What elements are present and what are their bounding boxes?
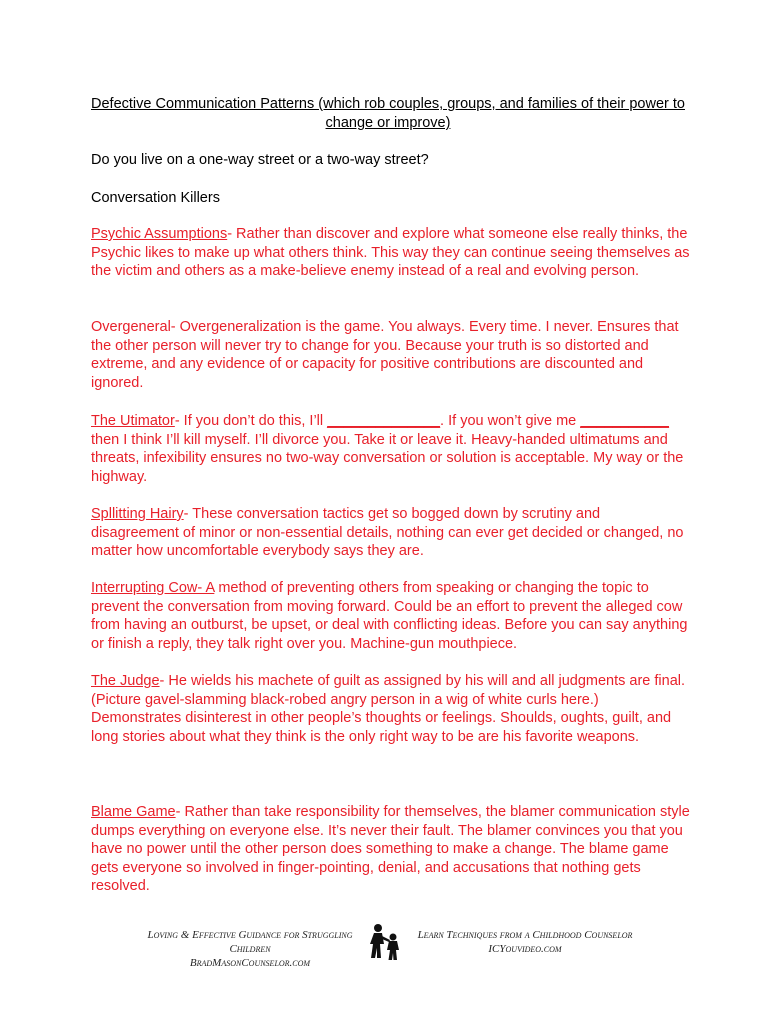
- term-psychic-assumptions: Psychic Assumptions: [91, 226, 228, 242]
- intro-question: Do you live on a one-way street or a two-way street?: [91, 152, 429, 168]
- blank-line-a: ______________: [327, 413, 441, 429]
- term-the-utimator: The Utimator: [91, 413, 175, 429]
- document-title: Defective Communication Patterns (which rob couples, groups, and families of their power to change or improve): [91, 96, 685, 131]
- section-blame-game: [91, 803, 691, 896]
- section-text-b: . If you won’t give me: [440, 413, 581, 429]
- footer-right-block: [405, 928, 645, 956]
- section-text-a: - If you don’t do this, I’ll: [174, 413, 328, 429]
- footer-left-website: BradMasonCounselor.com: [189, 957, 311, 969]
- term-the-judge: The Judge: [91, 673, 160, 689]
- section-text: - Rather than discover and explore what someone else really thinks, the Psychic likes to make up what others think. This way they can continue seeing themselves as the victim and others as a make-believe enemy instead of a real and evolving person.: [91, 226, 690, 280]
- section-text: - He wields his machete of guilt as assigned by his will and all judgments are final. (Picture gavel-slamming black-robed angry person in a wig of white curls here.) Demonstrates disinterest in other people’s thoughts or feelings. Shoulds, oughts, guilt, and long stories about what they think is the only right way to be are his favorite weapons.: [91, 673, 686, 745]
- section-text-c: then I think I’ll kill myself. I’ll divorce you. Take it or leave it. Heavy-handed ultimatums and threats, infexibility ensures no two-way conversation or solution is acceptable. My way or the highway.: [91, 431, 684, 485]
- section-text: method of preventing others from speaking or changing the topic to prevent the conversation from moving forward. Could be an effort to prevent the alleged cow from having an outburst, be upset, or deal with conflicting ideas. Before you can say anything or finish a reply, they talk right over you. Machine-gun mouthpiece.: [91, 580, 688, 652]
- two-figures-logo-icon: [366, 922, 404, 962]
- section-overgeneral: [91, 318, 691, 392]
- footer-left-tagline: Loving & Effective Guidance for Struggling Children: [147, 929, 353, 955]
- footer-left-block: [130, 928, 370, 970]
- section-text: - Rather than take responsibility for themselves, the blamer communication style dumps everything on everyone else. It’s never their fault. The blamer convinces you that you have no power until the other person does something to make a change. The blame game gets everyone so involved in finger-pointing, denial, and accusations that nothing gets resolved.: [91, 804, 690, 895]
- term-interrupting-cow: Interrupting Cow- A: [91, 580, 215, 596]
- section-the-utimator: [91, 412, 691, 486]
- blank-line-b: ___________: [580, 413, 669, 429]
- section-interrupting-cow: [91, 579, 691, 653]
- page-footer: [0, 920, 770, 970]
- section-text: Overgeneral- Overgeneralization is the game. You always. Every time. I never. Ensures that the other person will never try to change for you. Because your truth is so distorted and extreme, and any evidence of or capacity for positive contributions are discounted and ignored.: [91, 319, 679, 391]
- term-splitting-hairy: Spllitting Hairy: [91, 506, 184, 522]
- section-psychic-assumptions: [91, 225, 691, 281]
- section-splitting-hairy: [91, 505, 691, 561]
- section-the-judge: [91, 672, 691, 746]
- footer-right-tagline: Learn Techniques from a Childhood Counselor: [417, 929, 633, 941]
- section-text: - These conversation tactics get so bogged down by scrutiny and disagreement of minor or non-essential details, nothing can ever get decided or changed, no matter how uncomfortable everybody says they are.: [91, 506, 684, 560]
- footer-right-website: ICYouvideo.com: [488, 943, 562, 955]
- section-heading: Conversation Killers: [91, 190, 220, 206]
- term-blame-game: Blame Game: [91, 804, 176, 820]
